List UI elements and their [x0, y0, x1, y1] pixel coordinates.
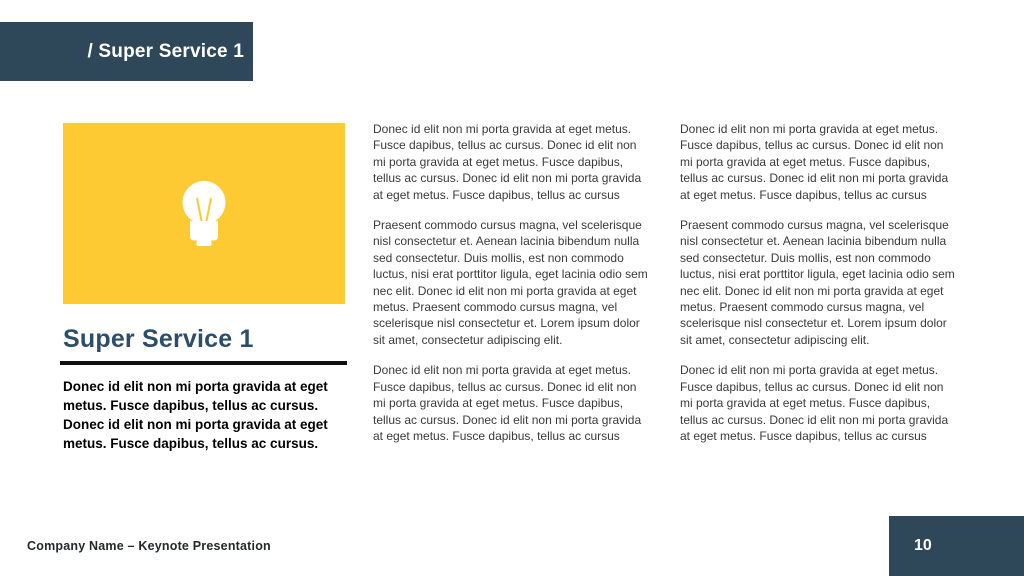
body-column-1 — [373, 121, 649, 458]
page-number: 10 — [914, 537, 932, 554]
body-paragraph: Donec id elit non mi porta gravida at eget metus. Fusce dapibus, tellus ac cursus. Donec id elit non mi porta gravida at eget metus. Fusce dapibus, tellus ac cursus. Donec id elit non mi porta gravida at eget metus. Fusce dapibus, tellus ac cursus — [680, 363, 949, 443]
body-paragraph: Praesent commodo cursus magna, vel scelerisque nisl consectetur et. Aenean lacinia bibendum nulla sed consectetur. Duis mollis, est non commodo luctus, nisi erat porttitor ligula, eget lacinia odio sem nec elit. Donec id elit non mi porta gravida at eget metus. Praesent commodo cursus magna, vel scelerisque nisl consectetur et. Lorem ipsum dolor sit amet, consectetur adipiscing elit. — [680, 218, 955, 347]
body-paragraph: Donec id elit non mi porta gravida at eget metus. Fusce dapibus, tellus ac cursus. Donec id elit non mi porta gravida at eget metus. Fusce dapibus, tellus ac cursus. Donec id elit non mi porta gravida at eget metus. Fusce dapibus, tellus ac cursus — [373, 122, 642, 202]
feature-intro-text: Donec id elit non mi porta gravida at eget metus. Fusce dapibus, tellus ac cursus. Donec id elit non mi porta gravida at eget metus. Fusce dapibus, tellus ac cursus. — [63, 379, 328, 451]
feature-image-box — [63, 123, 345, 304]
body-paragraph: Praesent commodo cursus magna, vel scelerisque nisl consectetur et. Aenean lacinia bibendum nulla sed consectetur. Duis mollis, est non commodo luctus, nisi erat porttitor ligula, eget lacinia odio sem nec elit. Donec id elit non mi porta gravida at eget metus. Praesent commodo cursus magna, vel scelerisque nisl consectetur et. Lorem ipsum dolor sit amet, consectetur adipiscing elit. — [373, 218, 648, 347]
footer-company-name: Company Name – Keynote Presentation — [27, 539, 271, 553]
slide-header-title: / Super Service 1 — [87, 40, 244, 62]
feature-title: Super Service 1 — [63, 325, 254, 353]
body-column-2 — [680, 121, 956, 458]
title-divider-line — [60, 361, 347, 365]
slide-header-bar — [0, 22, 253, 81]
body-paragraph: Donec id elit non mi porta gravida at eget metus. Fusce dapibus, tellus ac cursus. Donec id elit non mi porta gravida at eget metus. Fusce dapibus, tellus ac cursus. Donec id elit non mi porta gravida at eget metus. Fusce dapibus, tellus ac cursus — [373, 363, 642, 443]
body-paragraph: Donec id elit non mi porta gravida at eget metus. Fusce dapibus, tellus ac cursus. Donec id elit non mi porta gravida at eget metus. Fusce dapibus, tellus ac cursus. Donec id elit non mi porta gravida at eget metus. Fusce dapibus, tellus ac cursus — [680, 122, 949, 202]
page-number-box — [889, 516, 1024, 576]
